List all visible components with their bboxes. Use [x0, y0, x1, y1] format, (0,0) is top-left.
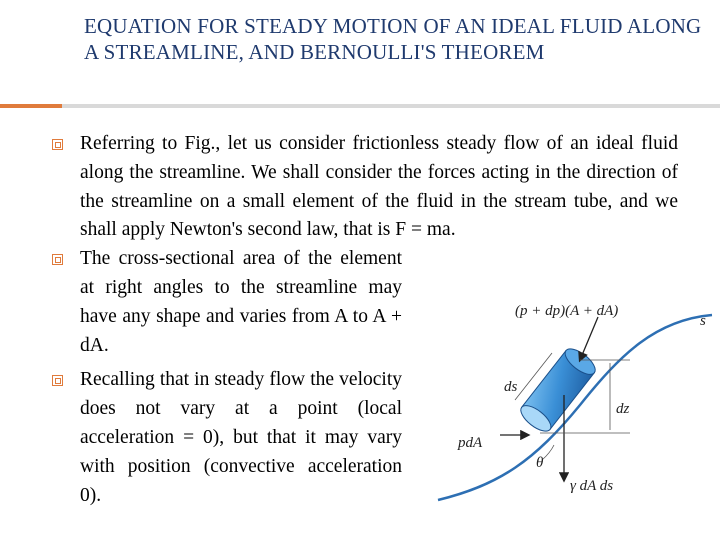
- bullet-item: [52, 366, 402, 510]
- label-ds: ds: [504, 379, 518, 395]
- label-theta: θ: [536, 455, 544, 471]
- bullet-item: [52, 130, 678, 245]
- square-bullet-icon: [52, 375, 63, 386]
- slide-title: EQUATION FOR STEADY MOTION OF AN IDEAL FLUID ALONG A STREAMLINE, AND BERNOULLI'S THEOREM: [84, 14, 702, 64]
- fluid-element: [517, 344, 600, 436]
- label-pda: pdA: [458, 435, 483, 451]
- title-divider-accent: [0, 104, 62, 108]
- label-top-force: (p + dp)(A + dA): [515, 303, 619, 319]
- bullet-text: Recalling that in steady flow the velocity does not vary at a point (local acceleration = 0), but that it may vary with position (convective acceleration 0).: [80, 369, 402, 506]
- streamline-curve: [438, 315, 712, 500]
- bullet-text: The cross-sectional area of the element at right angles to the streamline may have any shape and varies from A to A + dA.: [80, 248, 402, 356]
- theta-arc: [542, 445, 554, 460]
- bullet-item: [52, 245, 402, 360]
- bullet-text: Referring to Fig., let us consider frictionless steady flow of an ideal fluid along the streamline. We shall consider the forces acting in the direction of the streamline on a small element of the fluid in the stream tube, and we shall apply Newton's second law, that is F = ma.: [80, 133, 678, 241]
- square-bullet-icon: [52, 139, 63, 150]
- stream-tube-figure: [430, 285, 720, 515]
- label-streamline-s: s: [700, 313, 706, 329]
- square-bullet-icon: [52, 254, 63, 265]
- label-weight: γ dA ds: [570, 478, 614, 494]
- top-force-arrow: [580, 317, 598, 360]
- title-divider: [0, 104, 720, 108]
- label-dz: dz: [616, 401, 630, 417]
